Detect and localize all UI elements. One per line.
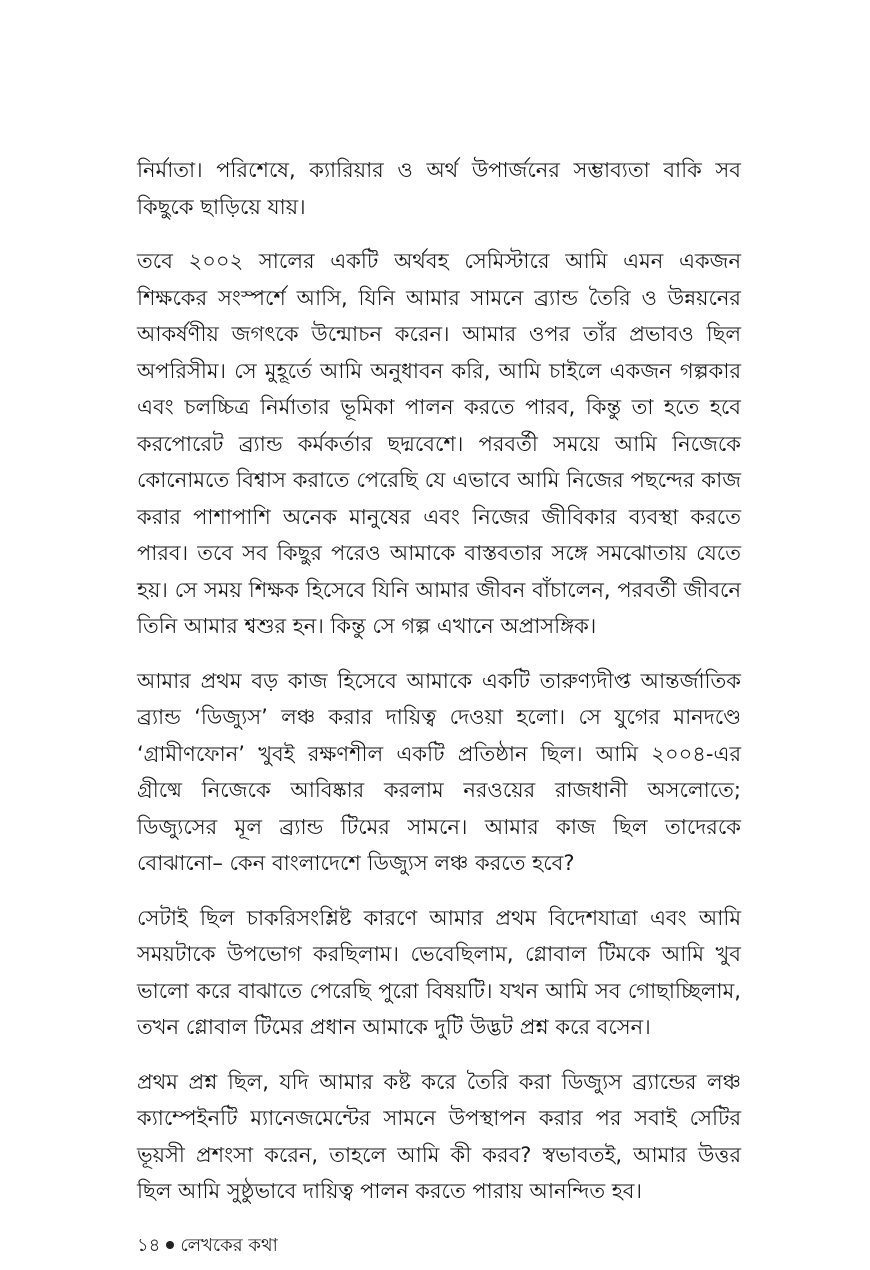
page-body: [137, 152, 741, 1228]
paragraph: প্রথম প্রশ্ন ছিল, যদি আমার কষ্ট করে তৈরি করা ডিজ্যুস ব্র্যান্ডের লঞ্চ ক্যাম্পেইনটি ম্যানেজমেন্টের সামনে উপস্থাপন করার পর সবাই সেটির ভূয়সী প্রশংসা করেন, তাহলে আমি কী করব? স্বভাবতই, আমার উত্তর ছিল আমি সুষ্ঠুভাবে দায়িত্ব পালন করতে পারায় আনন্দিত হব।: [137, 1069, 741, 1203]
running-title: লেখকের কথা: [180, 1235, 278, 1256]
bullet-dot-icon: [166, 1241, 174, 1249]
paragraph: নির্মাতা। পরিশেষে, ক্যারিয়ার ও অর্থ উপার্জনের সম্ভাব্যতা বাকি সব কিছুকে ছাড়িয়ে যায়।: [137, 158, 741, 219]
paragraph: আমার প্রথম বড় কাজ হিসেবে আমাকে একটি তারুণ্যদীপ্ত আন্তর্জাতিক ব্র্যান্ড ‘ডিজ্যুস’ লঞ্চ করার দায়িত্ব দেওয়া হলো। সে যুগের মানদণ্ডে ‘গ্রামীণফোন’ খুবই রক্ষণশীল একটি প্রতিষ্ঠান ছিল। আমি ২০০৪-এর গ্রীষ্মে নিজেকে আবিষ্কার করলাম নরওয়ের রাজধানী অসলোতে; ডিজ্যুসের মূল ব্র্যান্ড টিমের সামনে। আমার কাজ ছিল তাদেরকে বোঝানো– কেন বাংলাদেশে ডিজ্যুস লঞ্চ করতে হবে?: [137, 668, 741, 875]
paragraph: তবে ২০০২ সালের একটি অর্থবহ সেমিস্টারে আমি এমন একজন শিক্ষকের সংস্পর্শে আসি, যিনি আমার সামনে ব্র্যান্ড তৈরি ও উন্নয়নের আকর্ষণীয় জগৎকে উন্মোচন করেন। আমার ওপর তাঁর প্রভাবও ছিল অপরিসীম। সে মুহূর্তে আমি অনুধাবন করি, আমি চাইলে একজন গল্পকার এবং চলচ্চিত্র নির্মাতার ভূমিকা পালন করতে পারব, কিন্তু তা হতে হবে করপোরেট ব্র্যান্ড কর্মকর্তার ছদ্মবেশে। পরবর্তী সময়ে আমি নিজেকে কোনোমতে বিশ্বাস করাতে পেরেছি যে এভাবে আমি নিজের পছন্দের কাজ করার পাশাপাশি অনেক মানুষের এবং নিজের জীবিকার ব্যবস্থা করতে পারব। তবে সব কিছুর পরেও আমাকে বাস্তবতার সঙ্গে সমঝোতায় যেতে হয়। সে সময় শিক্ষক হিসেবে যিনি আমার জীবন বাঁচালেন, পরবর্তী জীবনে তিনি আমার শ্বশুর হন। কিন্তু সে গল্প এখানে অপ্রাসঙ্গিক।: [137, 249, 741, 638]
page-footer: [137, 1232, 278, 1260]
page-number: ১৪: [137, 1235, 161, 1256]
paragraph: সেটাই ছিল চাকরিসংশ্লিষ্ট কারণে আমার প্রথম বিদেশযাত্রা এবং আমি সময়টাকে উপভোগ করছিলাম। ভেবেছিলাম, গ্লোবাল টিমকে আমি খুব ভালো করে বাঝাতে পেরেছি পুরো বিষয়টি। যখন আমি সব গোছাচ্ছিলাম, তখন গ্লোবাল টিমের প্রধান আমাকে দুটি উদ্ভট প্রশ্ন করে বসেন।: [137, 905, 741, 1039]
